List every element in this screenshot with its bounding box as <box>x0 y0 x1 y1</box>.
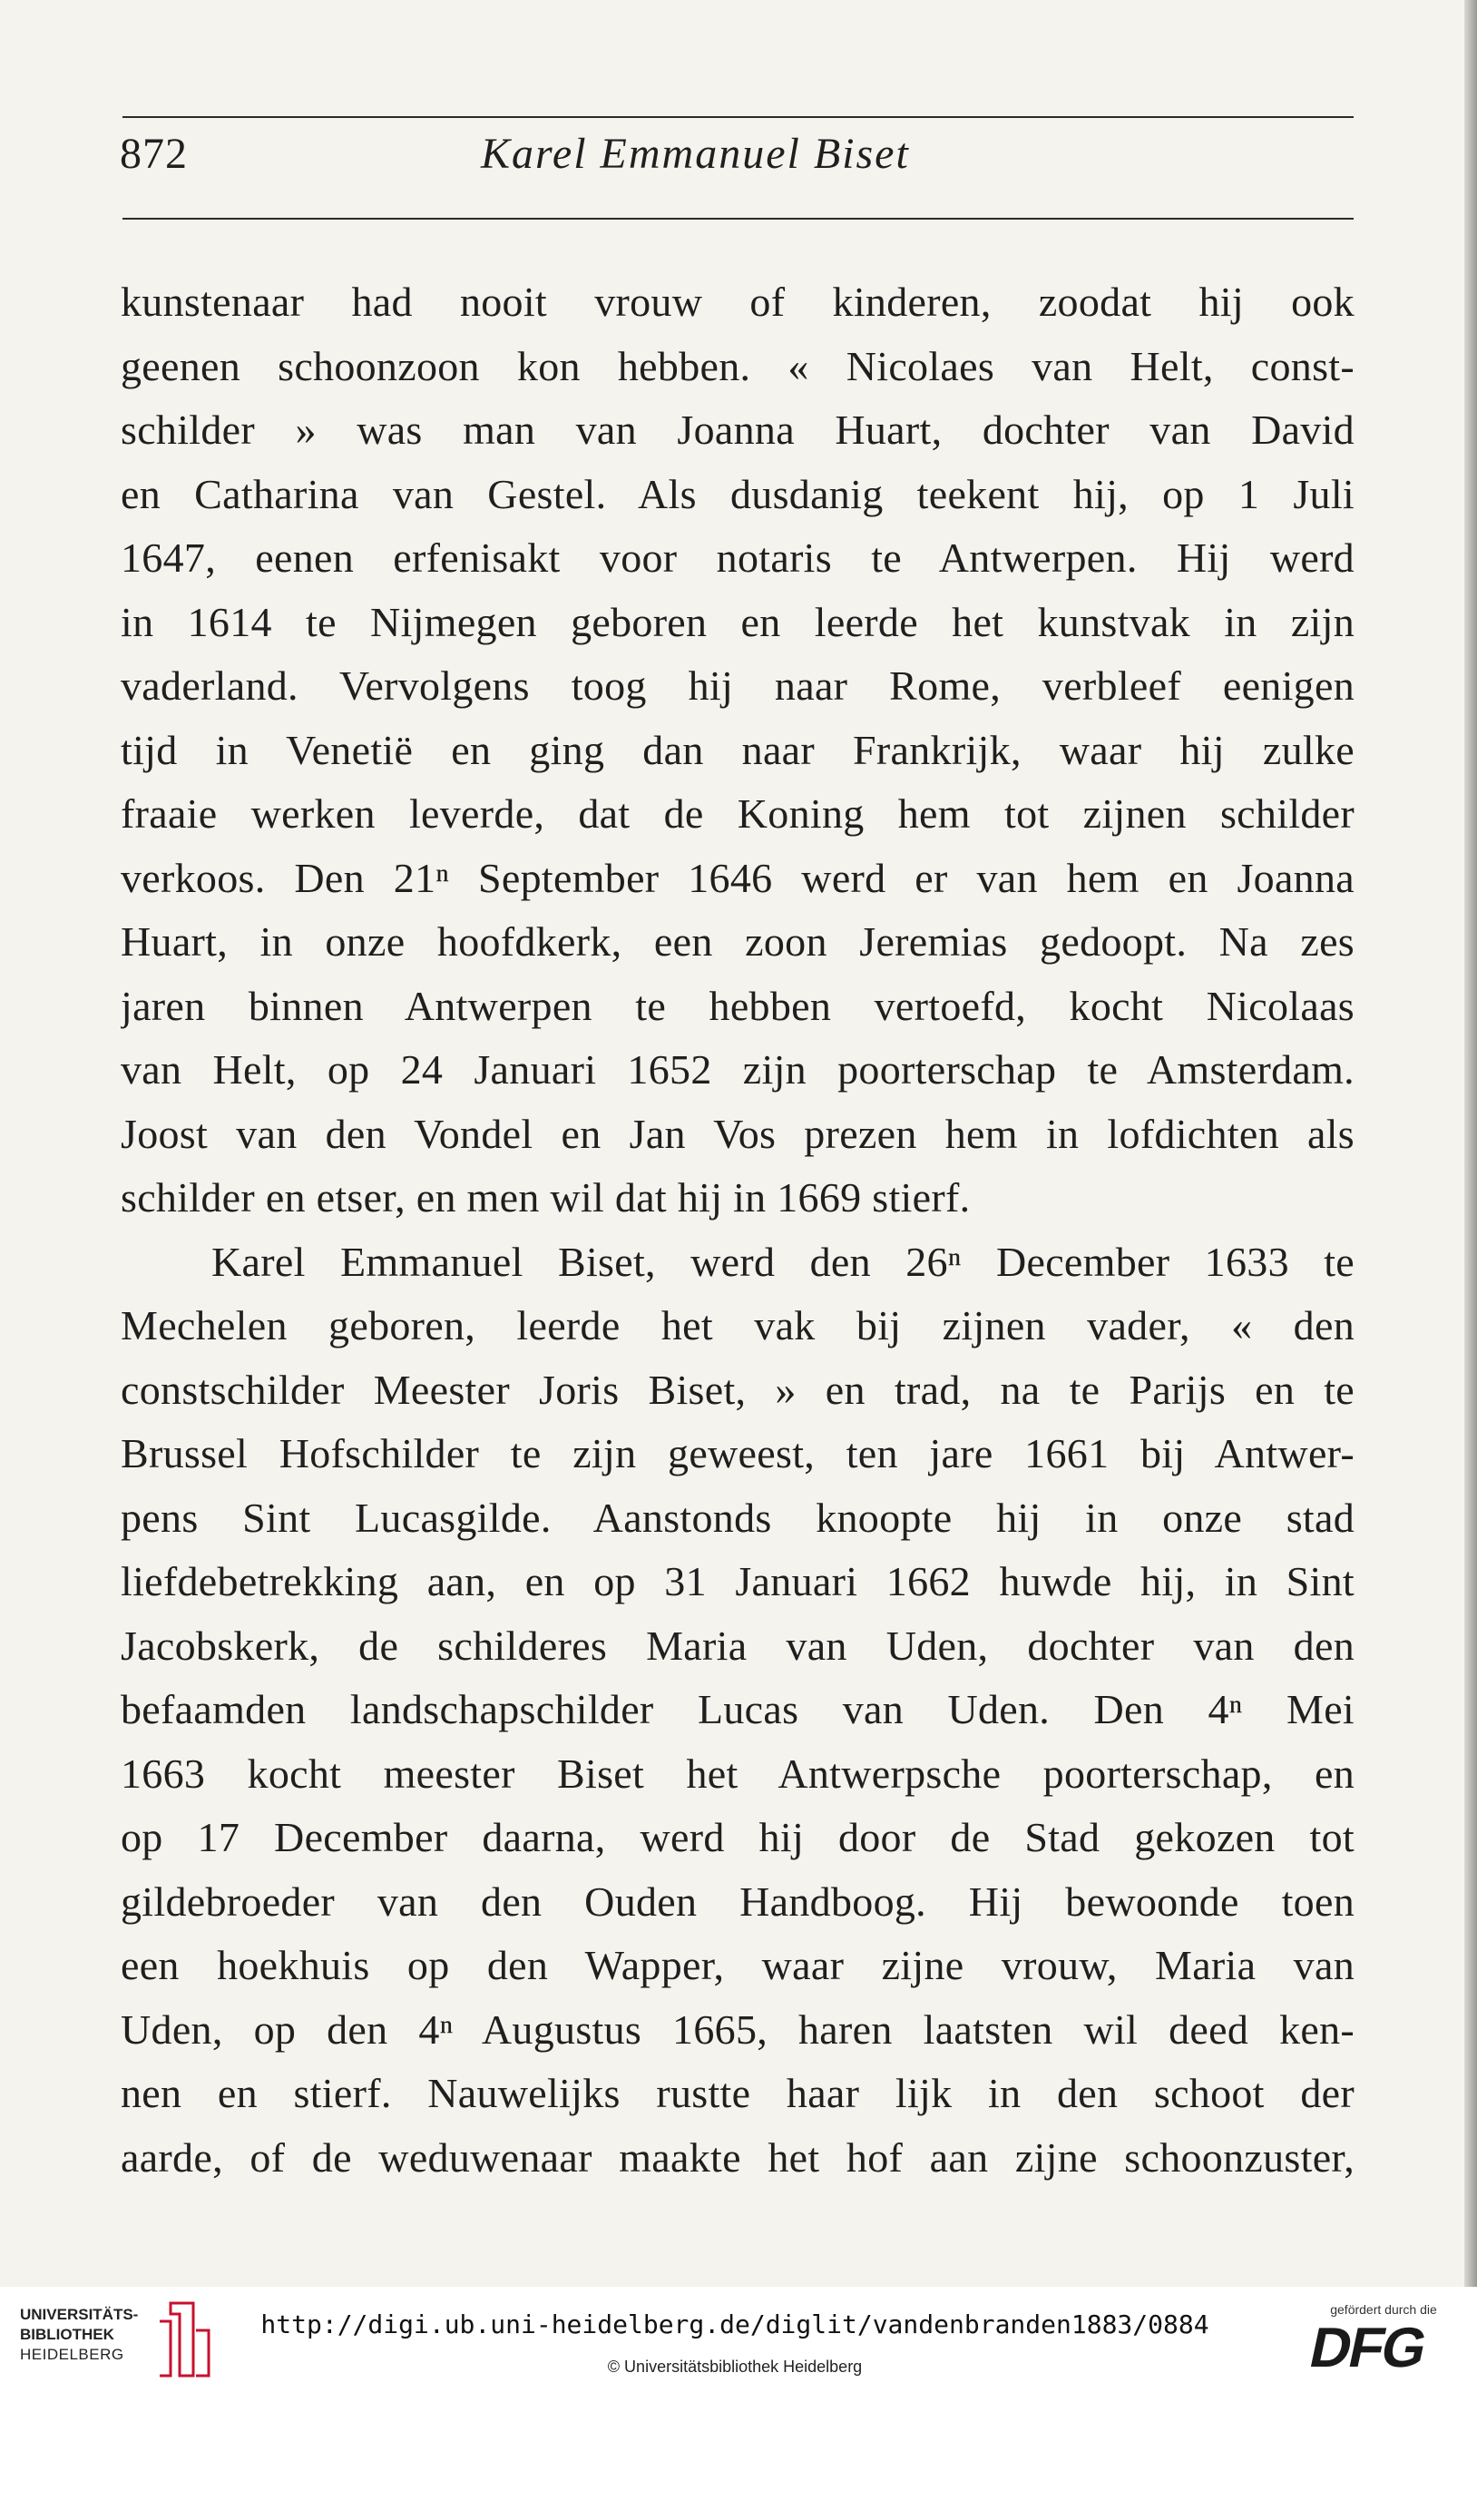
funding-label: gefördert durch die <box>1330 2302 1437 2317</box>
dfg-logo <box>1304 2317 1461 2380</box>
text-line: geenen schoonzoon kon hebben. « Nicolaes van Helt, const- <box>121 342 1355 389</box>
header-rule-top <box>122 116 1354 118</box>
text-line: constschilder Meester Joris Biset, » en trad, na te Parijs en te <box>121 1366 1355 1413</box>
text-line: Brussel Hofschilder te zijn geweest, ten jare 1661 bij Antwer- <box>121 1430 1355 1476</box>
text-line: schilder » was man van Joanna Huart, dochter van David <box>121 407 1355 453</box>
text-line: 1647, eenen erfenisakt voor notaris te Antwerpen. Hij werd <box>121 534 1355 581</box>
body-text <box>121 270 1355 2190</box>
text-line: tijd in Venetië en ging dan naar Frankrijk, waar hij zulke <box>121 726 1355 773</box>
dfg-logo-text: DFG <box>1304 2317 1432 2379</box>
text-line: een hoekhuis op den Wapper, waar zijne vrouw, Maria van <box>121 1942 1355 1988</box>
text-line: Karel Emmanuel Biset, werd den 26ⁿ December 1633 te <box>211 1238 1355 1285</box>
text-line: pens Sint Lucasgilde. Aanstonds knoopte hij in onze stad <box>121 1494 1355 1541</box>
library-name-line3: HEIDELBERG <box>20 2346 124 2363</box>
copyright-notice: © Universitätsbibliothek Heidelberg <box>607 2358 863 2376</box>
text-line: Joost van den Vondel en Jan Vos prezen hem in lofdichten als <box>121 1110 1355 1157</box>
text-line: jaren binnen Antwerpen te hebben vertoefd, kocht Nicolaas <box>121 982 1355 1029</box>
text-line: Huart, in onze hoofdkerk, een zoon Jeremias gedoopt. Na zes <box>121 918 1355 965</box>
text-line: en Catharina van Gestel. Als dusdanig teekent hij, op 1 Juli <box>121 470 1355 517</box>
running-title: Karel Emmanuel Biset <box>481 130 910 178</box>
text-line: nen en stierf. Nauwelijks rustte haar lijk in den schoot der <box>121 2070 1355 2116</box>
library-name-line2: BIBLIOTHEK <box>20 2326 114 2343</box>
text-line: op 17 December daarna, werd hij door de Stad gekozen tot <box>121 1814 1355 1860</box>
text-line: liefdebetrekking aan, en op 31 Januari 1662 huwde hij, in Sint <box>121 1558 1355 1604</box>
text-line: vaderland. Vervolgens toog hij naar Rome, verbleef eenigen <box>121 662 1355 709</box>
text-line: befaamden landschapschilder Lucas van Uden. Den 4ⁿ Mei <box>121 1686 1355 1732</box>
text-line: van Helt, op 24 Januari 1652 zijn poorterschap te Amsterdam. <box>121 1046 1355 1093</box>
text-line: schilder en etser, en men wil dat hij in 1669 stierf. <box>121 1174 971 1221</box>
library-logo-text <box>20 2305 174 2365</box>
permalink-url[interactable]: http://digi.ub.uni-heidelberg.de/diglit/vandenbranden1883/0884 <box>260 2309 1209 2339</box>
library-name-line1: UNIVERSITÄTS- <box>20 2306 139 2323</box>
page-edge-shadow <box>1464 0 1477 2287</box>
text-line: Jacobskerk, de schilderes Maria van Uden, dochter van den <box>121 1622 1355 1669</box>
text-line: in 1614 te Nijmegen geboren en leerde het kunstvak in zijn <box>121 598 1355 645</box>
text-line: fraaie werken leverde, dat de Koning hem tot zijnen schilder <box>121 790 1355 837</box>
page-number: 872 <box>120 130 188 178</box>
text-line: kunstenaar had nooit vrouw of kinderen, zoodat hij ook <box>121 279 1355 325</box>
text-line: Mechelen geboren, leerde het vak bij zijnen vader, « den <box>121 1302 1355 1348</box>
header-rule-bottom <box>122 218 1354 220</box>
text-line: gildebroeder van den Ouden Handboog. Hij bewoonde toen <box>121 1878 1355 1925</box>
library-logo-icon <box>152 2294 216 2385</box>
text-line: aarde, of de weduwenaar maakte het hof aan zijne schoonzuster, <box>121 2133 1355 2181</box>
text-line: verkoos. Den 21ⁿ September 1646 werd er van hem en Joanna <box>121 854 1355 901</box>
text-line: 1663 kocht meester Biset het Antwerpsche poorterschap, en <box>121 1750 1355 1797</box>
text-line: Uden, op den 4ⁿ Augustus 1665, haren laatsten wil deed ken- <box>121 2005 1355 2053</box>
